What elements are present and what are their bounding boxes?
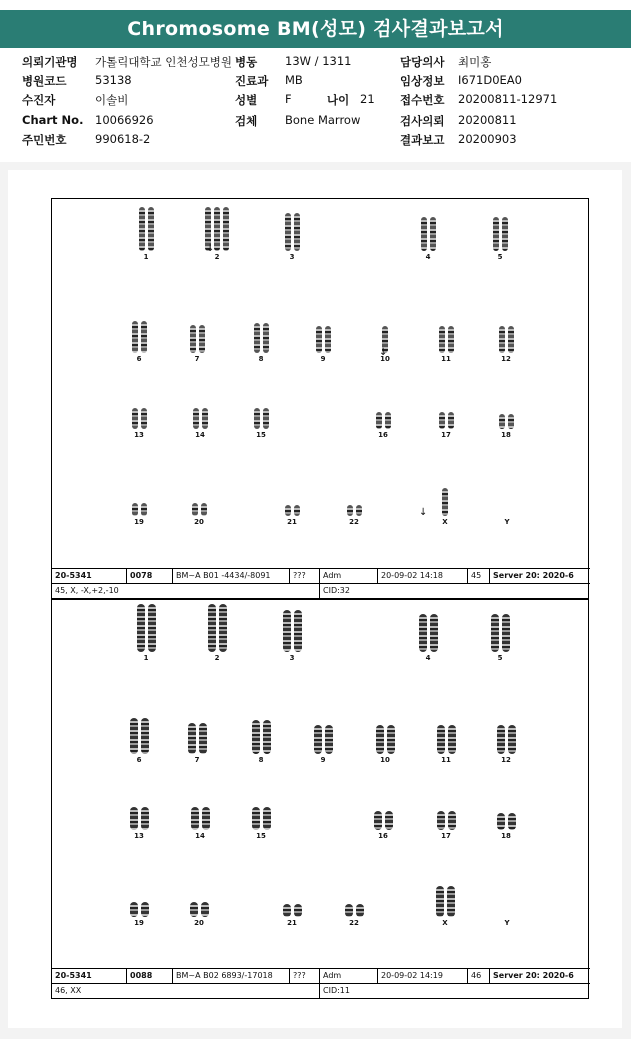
report-date: 20200903	[458, 132, 517, 146]
chromosome-label: 20	[194, 518, 204, 526]
chromosome-label: 6	[136, 756, 142, 764]
department-label: 진료과	[235, 74, 269, 88]
cell-no: 0078	[127, 569, 173, 584]
chromosome-label: 9	[320, 756, 326, 764]
chromosome-label: 17	[441, 832, 451, 840]
chromosome-label: 4	[425, 654, 431, 662]
chromosome	[448, 326, 454, 353]
chromosome	[493, 217, 499, 251]
hospital-code-label: 병원코드	[22, 74, 67, 88]
age: 21	[360, 92, 375, 106]
chromosome-label: 16	[378, 832, 388, 840]
chromosome-label: 14	[195, 431, 205, 439]
chromosome-label: 9	[320, 355, 326, 363]
chromosome	[325, 326, 331, 353]
chromosome-label: 21	[287, 919, 297, 927]
chromosome	[499, 326, 505, 353]
sex: F	[285, 92, 292, 106]
server: Server 20: 2020-6	[493, 971, 574, 980]
hospital-code: 53138	[95, 73, 132, 87]
chromosome	[430, 217, 436, 251]
chromosome	[190, 325, 196, 354]
tech: Adm	[320, 569, 378, 584]
chromosome	[132, 408, 138, 429]
chromosome	[130, 902, 138, 917]
chromosome-label: 5	[497, 253, 503, 261]
chromosome	[294, 904, 302, 917]
chromosome	[132, 321, 138, 353]
panel-1-result	[52, 583, 590, 598]
chromosome	[148, 207, 154, 251]
abnormality-arrow-icon: ↓	[419, 507, 428, 518]
slide-coords: BM~A B01 -4434/-8091	[173, 569, 290, 584]
chromosome	[141, 408, 147, 429]
chromosome	[448, 811, 456, 830]
chromosome	[202, 408, 208, 429]
chromosome-label: 12	[501, 355, 511, 363]
case-id: 20-5341	[52, 969, 127, 984]
chromosome-label: 7	[194, 355, 200, 363]
cell-no: 0088	[127, 969, 173, 984]
chromosome	[141, 718, 149, 754]
chromosome-label: 3	[289, 253, 295, 261]
datetime: 20-09-02 14:18	[378, 569, 468, 584]
chromosome	[497, 725, 505, 754]
abnormality-arrow-icon: ↓	[206, 243, 215, 254]
chromosome	[497, 813, 505, 830]
request-date: 20200811	[458, 113, 517, 127]
chromosome	[141, 902, 149, 917]
chromosome	[139, 207, 145, 251]
chromosome-label: X	[442, 518, 448, 526]
karyotype-result: 45, X, -X,+2,-10	[52, 584, 320, 599]
clinical-info: I671D0EA0	[458, 73, 522, 87]
chromosome	[193, 408, 199, 429]
chromosome	[190, 902, 198, 917]
cid: CID:32	[323, 586, 350, 595]
panel-2-meta	[52, 968, 590, 983]
chromosome	[508, 326, 514, 353]
chromosome	[285, 213, 291, 251]
chromosome-label: 12	[501, 756, 511, 764]
chromosome	[285, 505, 291, 516]
chromosome	[263, 408, 269, 429]
chromosome-label: 3	[289, 654, 295, 662]
chromosome	[502, 614, 510, 652]
chromosome	[385, 412, 391, 429]
chromosome-label: 2	[214, 654, 220, 662]
karyogram-panel-1	[51, 198, 589, 599]
chromosome	[508, 414, 514, 429]
chromosome	[385, 811, 393, 830]
chromosome	[199, 325, 205, 354]
chromosome	[448, 725, 456, 754]
chromosome	[130, 807, 138, 830]
request-date-label: 검사의뢰	[400, 114, 445, 128]
chromosome-label: 13	[134, 431, 144, 439]
chromosome-label: 5	[497, 654, 503, 662]
chromosome-label: 8	[258, 756, 264, 764]
chromosome	[201, 503, 207, 516]
chromosome-label: 19	[134, 518, 144, 526]
chromosome	[263, 720, 271, 754]
chromosome	[491, 614, 499, 652]
chrom-count: 46	[468, 969, 490, 984]
chromosome	[347, 505, 353, 516]
chromosome-label: 15	[256, 431, 266, 439]
chromosome	[252, 720, 260, 754]
chromosome	[314, 725, 322, 754]
abnormality-arrow-icon: ↓	[379, 347, 388, 358]
chromosome	[316, 326, 322, 353]
chromosome-label: 6	[136, 355, 142, 363]
chromosome	[141, 503, 147, 516]
id-no: 990618-2	[95, 132, 151, 146]
chromosome-label: 20	[194, 919, 204, 927]
requesting-institution: 가톨릭대학교 인천성모병원	[95, 55, 232, 69]
slide-coords: BM~A B02 6893/-17018	[173, 969, 290, 984]
chromosome	[421, 217, 427, 251]
chromosome	[132, 503, 138, 516]
chromosome-label: 21	[287, 518, 297, 526]
chromosome-label: 7	[194, 756, 200, 764]
chromosome-label: 10	[380, 756, 390, 764]
recipient-label: 수진자	[22, 93, 56, 107]
clinical-info-label: 임상정보	[400, 74, 445, 88]
ward-label: 병동	[235, 55, 258, 69]
chromosome	[356, 904, 364, 917]
datetime: 20-09-02 14:19	[378, 969, 468, 984]
chromosome	[141, 807, 149, 830]
chromosome	[254, 323, 260, 353]
server: Server 20: 2020-6	[493, 571, 574, 580]
chromosome	[254, 408, 260, 429]
chromosome-label: Y	[504, 518, 510, 526]
panel-1-meta	[52, 568, 590, 583]
chromosome	[202, 807, 210, 830]
receipt-no: 20200811-12971	[458, 92, 558, 106]
chromosome	[436, 886, 444, 918]
chromosome	[376, 725, 384, 754]
chromosome-label: 18	[501, 431, 511, 439]
sex-label: 성별	[235, 93, 258, 107]
recipient: 이솔비	[95, 93, 129, 107]
chromosome	[430, 614, 438, 652]
panel-2-result	[52, 983, 590, 998]
department: MB	[285, 73, 303, 87]
chromosome	[148, 604, 156, 652]
chromosome	[508, 725, 516, 754]
quality: ???	[290, 569, 320, 584]
chromosome	[223, 207, 229, 251]
age-label: 나이	[327, 93, 350, 107]
requesting-institution-label: 의뢰기관명	[22, 55, 78, 69]
chromosome-label: 2	[214, 253, 220, 261]
chromosome	[387, 725, 395, 754]
chromosome	[442, 488, 448, 517]
chromosome-label: 18	[501, 832, 511, 840]
chromosome	[141, 321, 147, 353]
chromosome	[448, 412, 454, 429]
chromosome	[374, 811, 382, 830]
chromosome-label: 1	[143, 253, 149, 261]
chromosome	[252, 807, 260, 830]
chromosome	[499, 414, 505, 429]
chromosome	[437, 811, 445, 830]
chromosome	[137, 604, 145, 652]
karyogram-panel-2	[51, 599, 589, 999]
chromosome-label: 4	[425, 253, 431, 261]
chromosome-label: 22	[349, 919, 359, 927]
chromosome	[439, 412, 445, 429]
chromosome	[356, 505, 362, 516]
case-id: 20-5341	[52, 569, 127, 584]
chromosome	[325, 725, 333, 754]
chromosome	[130, 718, 138, 754]
chromosome-label: 16	[378, 431, 388, 439]
chromosome	[437, 725, 445, 754]
chromosome-label: 13	[134, 832, 144, 840]
karyotype-result: 46, XX	[52, 984, 320, 999]
chart-no-label: Chart No.	[22, 113, 84, 127]
chromosome	[214, 207, 220, 251]
report-date-label: 결과보고	[400, 133, 445, 147]
chromosome	[188, 723, 196, 755]
chromosome-label: 22	[349, 518, 359, 526]
id-no-label: 주민번호	[22, 133, 67, 147]
chromosome	[508, 813, 516, 830]
chromosome	[208, 604, 216, 652]
chromosome	[219, 604, 227, 652]
chromosome	[447, 886, 455, 918]
chromosome	[201, 902, 209, 917]
ward: 13W / 1311	[285, 54, 352, 68]
chrom-count: 45	[468, 569, 490, 584]
doctor: 최미홍	[458, 55, 492, 69]
chromosome-label: 10	[380, 355, 390, 363]
chromosome	[439, 326, 445, 353]
chromosome	[192, 503, 198, 516]
chromosome-label: 17	[441, 431, 451, 439]
chromosome-label: 8	[258, 355, 264, 363]
cid: CID:11	[323, 986, 350, 995]
chromosome	[263, 807, 271, 830]
chromosome	[419, 614, 427, 652]
quality: ???	[290, 969, 320, 984]
specimen-label: 검체	[235, 114, 258, 128]
chromosome-label: 15	[256, 832, 266, 840]
chromosome	[502, 217, 508, 251]
report-title: Chromosome BM(성모) 검사결과보고서	[0, 10, 631, 48]
chromosome-label: 1	[143, 654, 149, 662]
chromosome	[199, 723, 207, 755]
receipt-no-label: 접수번호	[400, 93, 445, 107]
chromosome	[376, 412, 382, 429]
chart-no: 10066926	[95, 113, 154, 127]
doctor-label: 담당의사	[400, 55, 445, 69]
chromosome	[294, 213, 300, 251]
chromosome	[294, 505, 300, 516]
chromosome	[191, 807, 199, 830]
chromosome	[345, 904, 353, 917]
chromosome-label: 14	[195, 832, 205, 840]
chromosome-label: 11	[441, 355, 451, 363]
chromosome	[294, 610, 302, 652]
tech: Adm	[320, 969, 378, 984]
chromosome-label: Y	[504, 919, 510, 927]
chromosome	[263, 323, 269, 353]
specimen: Bone Marrow	[285, 113, 361, 127]
chromosome	[283, 610, 291, 652]
chromosome-label: X	[442, 919, 448, 927]
chromosome	[283, 904, 291, 917]
chromosome-label: 19	[134, 919, 144, 927]
chromosome-label: 11	[441, 756, 451, 764]
